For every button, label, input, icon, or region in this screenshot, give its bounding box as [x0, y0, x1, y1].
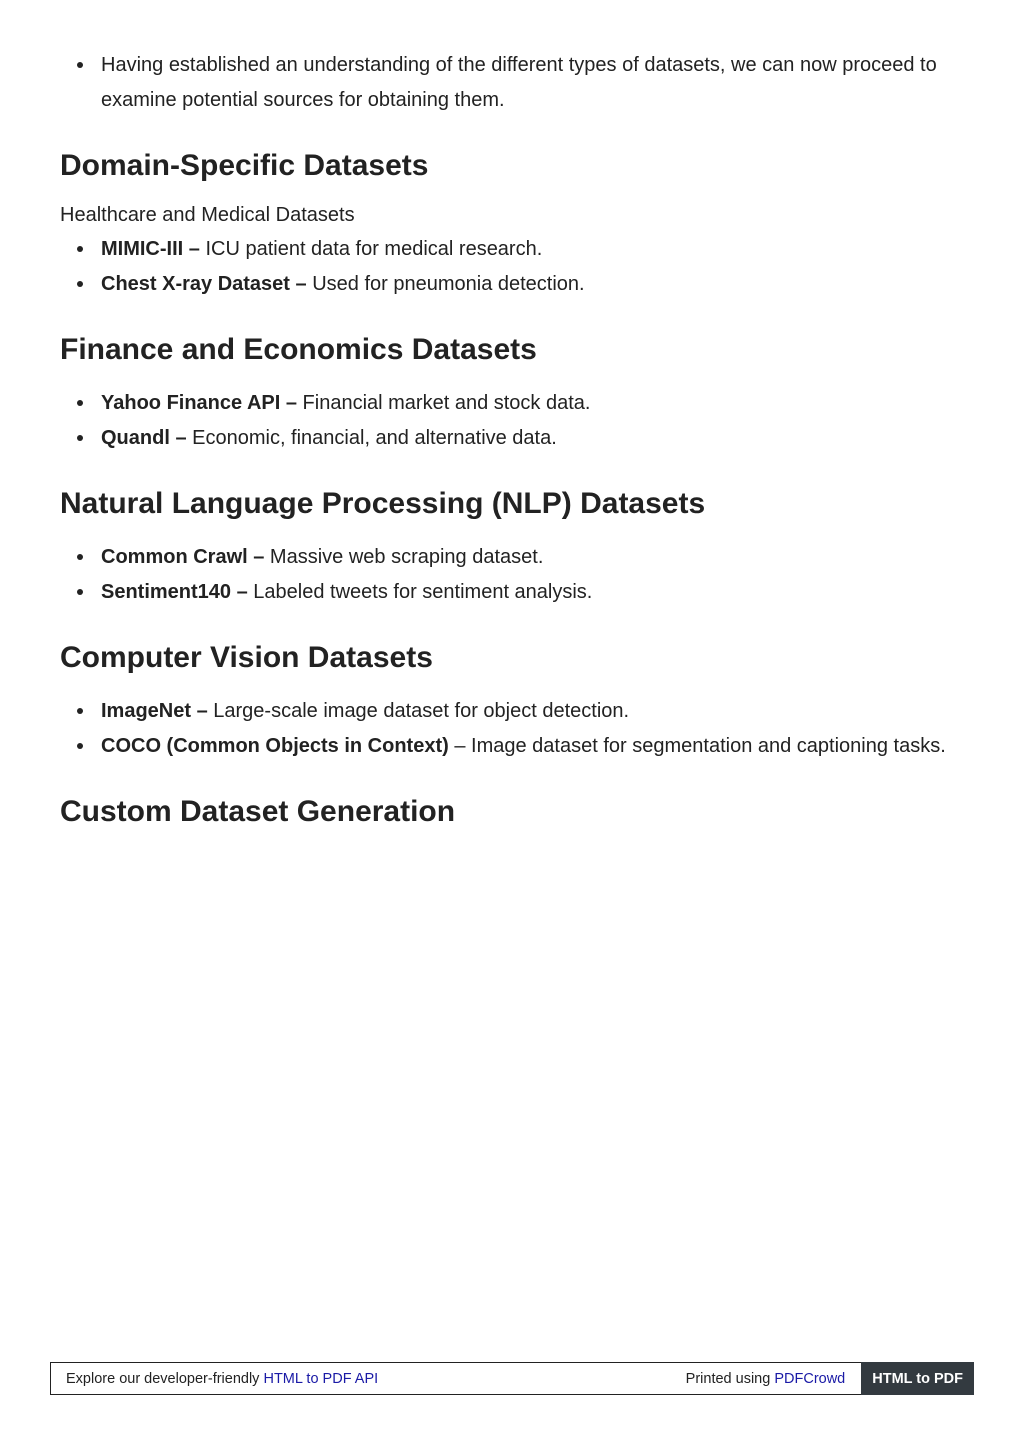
dataset-name: Quandl –: [101, 426, 187, 449]
list-item: [60, 694, 970, 729]
list-item: [60, 421, 970, 456]
dataset-list: [60, 232, 970, 301]
footer-left-text: Explore our developer-friendly: [66, 1370, 264, 1387]
list-item: [60, 48, 970, 117]
list-item: [60, 540, 970, 575]
list-item: [60, 267, 970, 302]
section-title: Finance and Economics Datasets: [60, 333, 537, 366]
dataset-desc: Used for pneumonia detection.: [306, 272, 585, 295]
footer-left: [51, 1371, 686, 1387]
dataset-name: ImageNet –: [101, 700, 208, 722]
section-title: Domain-Specific Datasets: [60, 149, 429, 182]
document-body: [60, 48, 970, 830]
dataset-name: Sentiment140 –: [101, 580, 248, 603]
dataset-list: [60, 694, 970, 763]
section-subtitle: Healthcare and Medical Datasets: [60, 204, 355, 226]
dataset-list: [60, 540, 970, 609]
list-item: [60, 386, 970, 421]
list-item: [60, 729, 970, 764]
list-item: [60, 575, 970, 610]
footer-right-text: Printed using: [685, 1370, 775, 1387]
intro-list: [60, 48, 970, 117]
dataset-desc: Labeled tweets for sentiment analysis.: [247, 580, 593, 603]
dataset-name: Chest X-ray Dataset –: [101, 272, 307, 295]
dataset-desc: – Image dataset for segmentation and captioning tasks.: [448, 734, 946, 757]
footer-right: [686, 1371, 862, 1387]
section-title: Natural Language Processing (NLP) Datasets: [60, 487, 706, 520]
pdfcrowd-link[interactable]: PDFCrowd: [774, 1370, 846, 1387]
dataset-name: COCO (Common Objects in Context): [101, 734, 449, 757]
section-title: Computer Vision Datasets: [60, 641, 433, 674]
dataset-desc: Massive web scraping dataset.: [264, 546, 544, 568]
dataset-list: [60, 386, 970, 455]
html-to-pdf-badge[interactable]: HTML to PDF: [861, 1362, 974, 1395]
dataset-desc: ICU patient data for medical research.: [199, 238, 543, 260]
dataset-name: MIMIC-III –: [101, 238, 200, 260]
section-title: Custom Dataset Generation: [60, 795, 456, 828]
pdfcrowd-footer: [50, 1362, 974, 1395]
dataset-desc: Financial market and stock data.: [296, 392, 591, 414]
dataset-desc: Large-scale image dataset for object detection.: [207, 700, 630, 722]
list-item: [60, 232, 970, 267]
intro-text: Having established an understanding of the different types of datasets, we can now proceed to examine potential sources for obtaining them.: [101, 54, 937, 111]
html-to-pdf-api-link[interactable]: HTML to PDF API: [263, 1370, 379, 1387]
dataset-name: Common Crawl –: [101, 546, 265, 568]
dataset-name: Yahoo Finance API –: [101, 392, 297, 414]
dataset-desc: Economic, financial, and alternative data.: [186, 426, 557, 449]
